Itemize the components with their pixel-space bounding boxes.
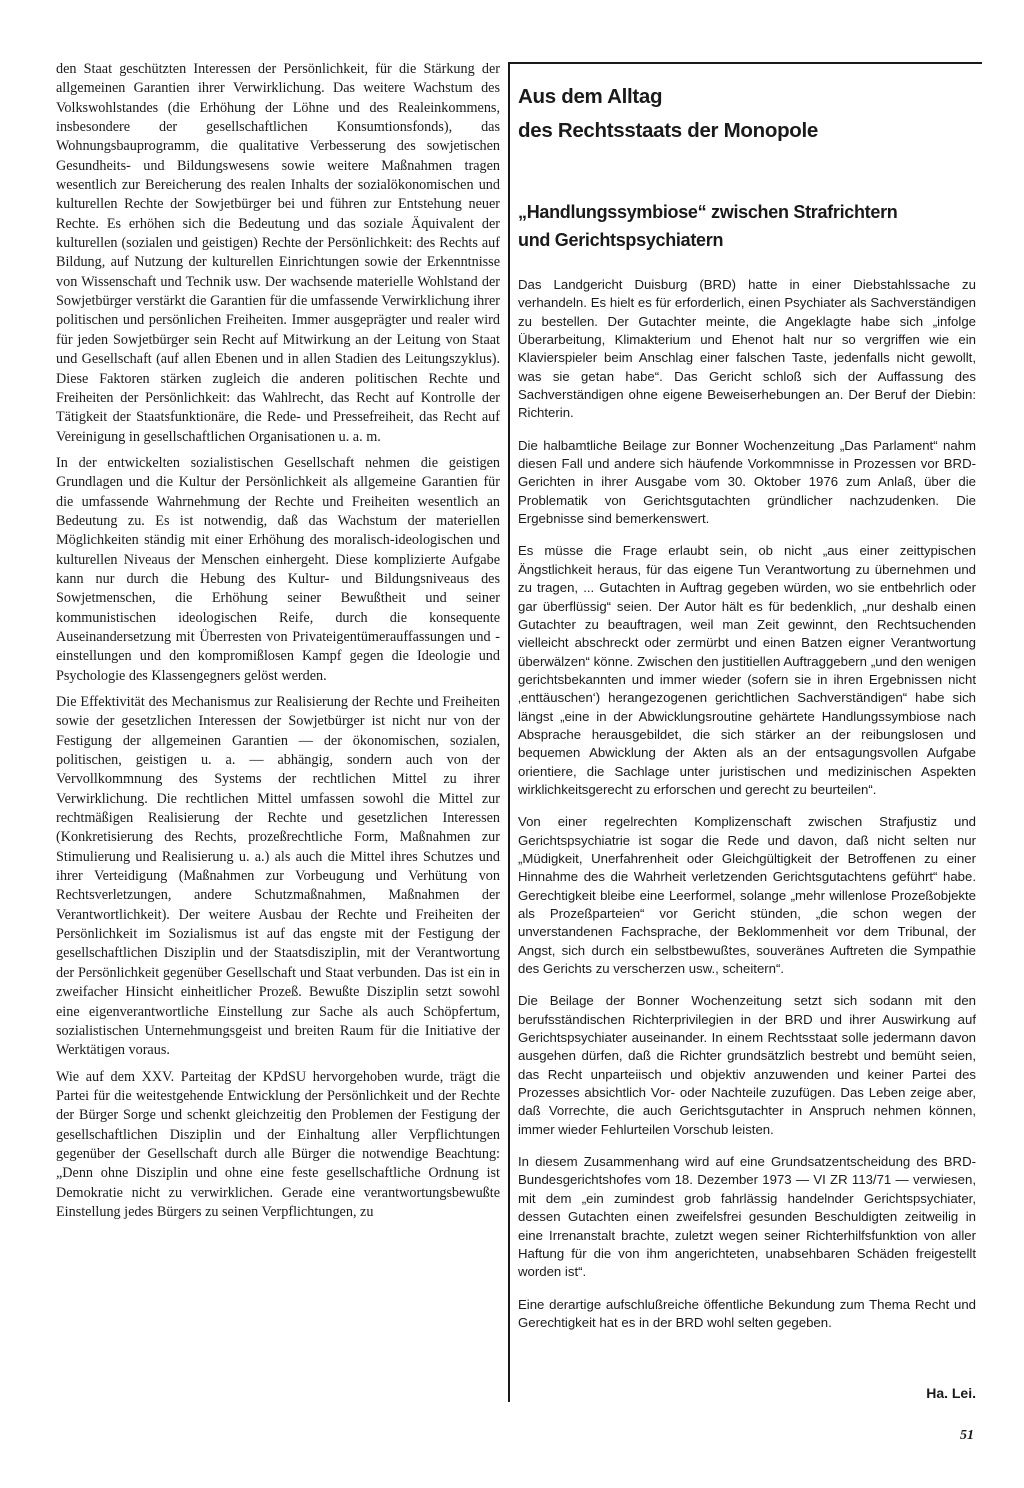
article-paragraph-6: In diesem Zusammenhang wird auf eine Grundsatzentscheidung des BRD-Bundesgerichtshofes vom 18. Dezember 1973 — VI ZR 113/71 — verwiesen, mit dem „ein zumindest grob fahrlässig handelnder Gerichtspsychiater, dessen Gutachten einen zweifelsfrei gesunden Beschuldigten zeitweilig in eine Irrenanstalt brachte, zuletzt wegen seiner Richterhilfsfunktion von aller Haftung für die von ihm angerichteten, unabsehbaren Schäden freigestellt worden ist“. — [518, 1154, 976, 1280]
article-headline — [518, 198, 976, 254]
article-paragraph-5: Die Beilage der Bonner Wochenzeitung setzt sich sodann mit den berufsständischen Richterprivilegien in der BRD und ihrer Auswirkung auf Gerichtspsychiater auseinander. In einem Rechtsstaat solle jedermann davon ausgehen dürfen, daß die Richter grundsätzlich bestrebt und bemüht seien, das Recht unparteiisch und objektiv anzuwenden und keiner Partei des Prozesses absichtlich Vor- oder Nachteile zuzufügen. Das Leben zeige aber, daß Vorrechte, die auch Gerichtsgutachter in Anspruch nehmen können, immer wieder Fehlurteilen Vorschub leisten. — [518, 993, 976, 1137]
left-paragraph-4: Wie auf dem XXV. Parteitag der KPdSU hervorgehoben wurde, trägt die Partei für die weitestgehende Entwicklung der Persönlichkeit und der Rechte der Bürger Sorge und schenkt gleichzeitig den Problemen der Festigung der gesellschaftlichen Disziplin und der Einhaltung aller Verpflichtungen gegenüber der Gesellschaft durch alle Bürger die notwendige Beachtung: „Denn ohne Disziplin und ohne eine feste gesellschaftliche Ordnung ist Demokratie nicht zu verwirklichen. Gerade eine verantwortungsbewußte Einstellung jedes Bürgers zu seinen Verpflichtungen, zu — [56, 1068, 500, 1220]
rubric-heading — [518, 80, 976, 148]
author-signature: Ha. Lei. — [926, 1385, 976, 1401]
left-paragraph-2: In der entwickelten sozialistischen Gesellschaft nehmen die geistigen Grundlagen und die Kultur der Persönlichkeit als allgemeine Garantien für die umfassende Wahrnehmung der Rechte und Freiheiten wesentlich an Bedeutung zu. Es ist notwendig, daß das Wachstum der materiellen Möglichkeiten ständig mit einer Erhöhung des moralisch-ideologischen und kulturellen Niveaus der Menschen einhergeht. Diese komplizierte Aufgabe kann nur durch die Hebung des Kultur- und Bildungsniveaus des Sowjetmenschen, die Erhöhung seiner Bewußtheit und seiner kommunistischen ideologischen Reife, durch die konsequente Auseinandersetzung mit Überresten von Privateigentümerauffassungen und -einstellungen und den kompromißlosen Kampf gegen die Ideologie und Psychologie des Klassengegners gelöst werden. — [56, 454, 500, 684]
left-paragraph-3: Die Effektivität des Mechanismus zur Realisierung der Rechte und Freiheiten sowie der gesetzlichen Interessen der Sowjetbürger ist nicht nur von der Festigung der allgemeinen Garantien — der ökonomischen, sozialen, politischen, geistigen u. a. — abhängig, sondern auch von der Vervollkommnung des Systems der rechtlichen Mittel zu ihrer Verwirklichung. Die rechtlichen Mittel umfassen sowohl die Mittel zur rechtmäßigen Realisierung der Rechte und gesetzlichen Interessen (Konkretisierung des Rechts, prozeßrechtliche Form, Maßnahmen zur Stimulierung und Realisierung u. a.) als auch die Mittel ihres Schutzes und ihrer Verteidigung (Maßnahmen zur Vorbeugung und Verhütung von Rechtsverletzungen, andere Schutzmaßnahmen, Maßnahmen der Verantwortlichkeit). Der weitere Ausbau der Rechte und Freiheiten der Persönlichkeit im Sozialismus ist auf das engste mit der Festigung der gesellschaftlichen Disziplin und der Staatsdisziplin, mit der Verantwortung der Persönlichkeit gegenüber Gesellschaft und Staat verbunden. Das ist ein in zweifacher Hinsicht einheitlicher Prozeß. Bewußte Disziplin setzt sowohl eine eigenverantwortliche Einstellung zur Sache als auch Schöpfertum, sozialistischen Unternehmungsgeist und breiten Raum für die Initiative der Werktätigen voraus. — [56, 694, 500, 1059]
rubric-line-1: Aus dem Alltag — [518, 85, 663, 108]
article-paragraph-1: Das Landgericht Duisburg (BRD) hatte in einer Diebstahlssache zu verhandeln. Es hielt es für erforderlich, einen Psychiater als Sachverständigen zu bestellen. Der Gutachter meinte, die Angeklagte habe sich „infolge Überarbeitung, Klimakterium und Ehenot halt nur so vergriffen wie ein Klavierspieler beim Anschlag einer falschen Taste, jedenfalls nicht gewollt, was sie getan habe“. Das Gericht schloß sich der Auffassung des Sachverständigen ohne eigene Beweiserhebungen an. Der Beruf der Diebin: Richterin. — [518, 277, 976, 421]
article-paragraph-2: Die halbamtliche Beilage zur Bonner Wochenzeitung „Das Parlament“ nahm diesen Fall und andere sich häufende Vorkommnisse in Prozessen vor BRD-Gerichten in ihrer Ausgabe vom 30. Oktober 1976 zum Anlaß, über die Problematik von Gerichtsgutachten gründlicher nachzudenken. Die Ergebnisse sind bemerkenswert. — [518, 437, 976, 527]
column-divider — [508, 62, 510, 1402]
top-rule — [510, 62, 982, 64]
article-body — [518, 276, 976, 1346]
headline-line-2: und Gerichtspsychiatern — [518, 230, 724, 250]
rubric-line-2: des Rechtsstaats der Monopole — [518, 119, 819, 142]
headline-line-1: „Handlungssymbiose“ zwischen Strafrichtern — [518, 202, 898, 222]
page-number: 51 — [960, 1428, 974, 1443]
article-paragraph-4: Von einer regelrechten Komplizenschaft zwischen Strafjustiz und Gerichtspsychiatrie ist sogar die Rede und davon, daß nicht selten nur „Müdigkeit, Unerfahrenheit oder Gleichgültigkeit der Betroffenen zu einer Hinnahme des die Wahrheit verletzenden Gerichtsgutachtens geführt“ habe. Gerechtigkeit bleibe eine Leerformel, solange „mehr willenlose Prozeßobjekte als Prozeßparteien“ vor Gericht stünden, „die schon wegen der unverstandenen Fachsprache, der Beklommenheit vor dem Tribunal, der Angst, sich durch ein selbstbewußtes, souveränes Auftreten die Sympathie des Gerichts zu verscherzen usw., scheitern“. — [518, 814, 976, 977]
left-column — [56, 60, 500, 1229]
article-paragraph-3: Es müsse die Frage erlaubt sein, ob nicht „aus einer zeittypischen Ängstlichkeit heraus, für das eigene Tun Verantwortung zu übernehmen und zu tragen, ... Gutachten in Auftrag gegeben würden, wo sie entbehrlich oder gar überflüssig“ seien. Der Autor hält es für bedenklich, „nur deshalb einen Gutachter zu beauftragen, weil man Zeit gewinnt, den Rechtsuchenden vielleicht abschreckt oder zermürbt und einen Batzen eigner Verantwortung überwälzen“ könne. Zwischen den justitiellen Auftraggebern „und den wenigen gerichtsbekannten und immer wieder (sofern sie in ihren Ergebnissen nicht ‚enttäuschen‘) herangezogenen gerichtlichen Sachverständigen“ habe sich längst „eine in der Abwicklungsroutine gehärtete Handlungssymbiose nach Absprache herausgebildet, die sich stärker an der reibungslosen und bequemen Abwicklung der Akten als an der entsagungsvollen Aufgabe orientiere, die Sachlage unter juristischen und medizinischen Aspekten wirklichkeitsgerecht zu erforschen und gerecht zu beurteilen“. — [518, 543, 976, 797]
article-paragraph-7: Eine derartige aufschlußreiche öffentliche Bekundung zum Thema Recht und Gerechtigkeit hat es in der BRD wohl selten gegeben. — [518, 1296, 976, 1330]
left-paragraph-1: den Staat geschützten Interessen der Persönlichkeit, für die Stärkung der allgemeinen Garantien ihrer Verwirklichung. Das weitere Wachstum des Volkswohlstandes (die Erhöhung der Löhne und des Realeinkommens, insbesondere der gesellschaftlichen Konsumtionsfonds), das Wohnungsbauprogramm, die qualitative Verbesserung des sowjetischen Gesundheits- und Bildungswesens sowie weitere Maßnahmen tragen wesentlich zur Bereicherung des realen Inhalts der sozialökonomischen und kulturellen Rechte der Sowjetbürger bei und führen zur Entstehung neuer Rechte. Es erhöhen sich die Bedeutung und das soziale Äquivalent der kulturellen (sozialen und geistigen) Rechte der Persönlichkeit: des Rechts auf Bildung, auf Nutzung der kulturellen Einrichtungen sowie der Erkenntnisse von Wissenschaft und Technik usw. Der wachsende materielle Wohlstand der Sowjetbürger verstärkt die Garantien für die umfassende Verwirklichung ihrer politischen und persönlichen Freiheiten. Immer ausgeprägter und realer wird für jeden Sowjetbürger sein Recht auf Mitwirkung an der Leitung von Staat und Gesellschaft (auf allen Ebenen und in allen Stadien des Leitungszyklus). Diese Faktoren stärken zugleich die anderen politischen Rechte und Freiheiten der Persönlichkeit: das Wahlrecht, das Recht auf Kontrolle der Tätigkeit der Staatsfunktionäre, die Rede- und Pressefreiheit, das Recht auf Vereinigung in gesellschaftlichen Organisationen u. a. m. — [56, 61, 500, 445]
